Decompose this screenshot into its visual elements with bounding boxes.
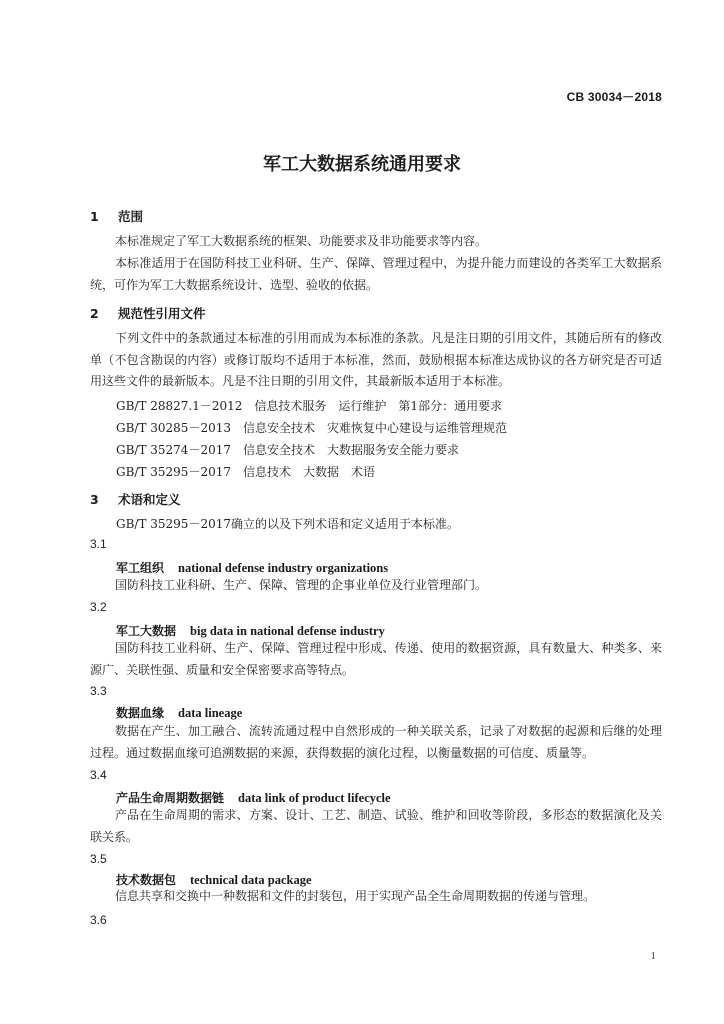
term-en: national defense industry organizations [178, 561, 389, 575]
term-heading [116, 559, 388, 576]
section-heading-2 [90, 304, 206, 322]
section-heading-1 [90, 207, 143, 225]
term-definition: 国防科技工业科研、生产、保障、管理过程中形成、传递、使用的数据资源，具有数量大、种类多、来源广、关联性强、质量和安全保密要求高等特点。 [90, 641, 662, 677]
section-intro: GB/T 35295－2017确立的以及下列术语和定义适用于本标准。 [116, 517, 459, 531]
page-number: 1 [650, 950, 656, 962]
reference-item: GB/T 28827.1－2012 信息技术服务 运行维护 第1部分：通用要求 [116, 399, 503, 413]
term-zh: 技术数据包 [116, 873, 177, 887]
term-definition: 产品在生命周期的需求、方案、设计、工艺、制造、试验、维护和回收等阶段，多形态的数据演化及关联关系。 [90, 808, 662, 844]
paragraph: 本标准规定了军工大数据系统的框架、功能要求及非功能要求等内容。 [115, 234, 488, 248]
term-definition: 信息共享和交换中一种数据和文件的封装包，用于实现产品全生命周期数据的传递与管理。 [115, 889, 596, 903]
term-en: technical data package [190, 873, 312, 887]
term-heading [116, 622, 385, 639]
section-title: 范围 [118, 209, 144, 224]
term-number: 3.3 [90, 684, 107, 698]
section-title: 规范性引用文件 [118, 306, 206, 321]
reference-item: GB/T 30285－2013 信息安全技术 灾难恢复中心建设与运维管理规范 [116, 421, 507, 435]
term-zh: 军工组织 [116, 561, 165, 575]
term-en: data link of product lifecycle [238, 791, 391, 805]
section-title: 术语和定义 [118, 492, 181, 507]
term-number: 3.5 [90, 852, 107, 866]
term-definition: 国防科技工业科研、生产、保障、管理的企事业单位及行业管理部门。 [115, 578, 488, 592]
term-number: 3.4 [90, 768, 107, 782]
section-heading-3 [90, 490, 181, 508]
section-number: 1 [90, 209, 99, 224]
term-en: data lineage [178, 706, 243, 720]
term-number: 3.2 [90, 600, 107, 614]
reference-item: GB/T 35295－2017 信息技术 大数据 术语 [116, 465, 375, 479]
paragraph: 下列文件中的条款通过本标准的引用而成为本标准的条款。凡是注日期的引用文件，其随后所有的修改单（不包含勘误的内容）或修订版均不适用于本标准，然而，鼓励根据本标准达成协议的各方研究是否可适用这些文件的最新版本。凡是不注日期的引用文件，其最新版本适用于本标准。 [90, 331, 662, 388]
term-zh: 军工大数据 [116, 624, 177, 638]
term-number: 3.6 [90, 913, 107, 927]
term-en: big data in national defense industry [190, 624, 385, 638]
section-number: 3 [90, 492, 99, 507]
term-definition: 数据在产生、加工融合、流转流通过程中自然形成的一种关联关系，记录了对数据的起源和后继的处理过程。通过数据血缘可追溯数据的来源，获得数据的演化过程，以衡量数据的可信度、质量等。 [90, 724, 662, 760]
section-number: 2 [90, 306, 99, 321]
reference-item: GB/T 35274－2017 信息安全技术 大数据服务安全能力要求 [116, 443, 459, 457]
term-zh: 产品生命周期数据链 [116, 791, 225, 805]
term-zh: 数据血缘 [116, 706, 165, 720]
paragraph: 本标准适用于在国防科技工业科研、生产、保障、管理过程中，为提升能力而建设的各类军工大数据系统，可作为军工大数据系统设计、选型、验收的依据。 [90, 256, 662, 292]
term-number: 3.1 [90, 537, 107, 551]
document-title: 军工大数据系统通用要求 [263, 154, 461, 175]
standard-code: CB 30034－2018 [566, 90, 662, 104]
term-heading [116, 789, 391, 806]
term-heading [116, 704, 242, 721]
